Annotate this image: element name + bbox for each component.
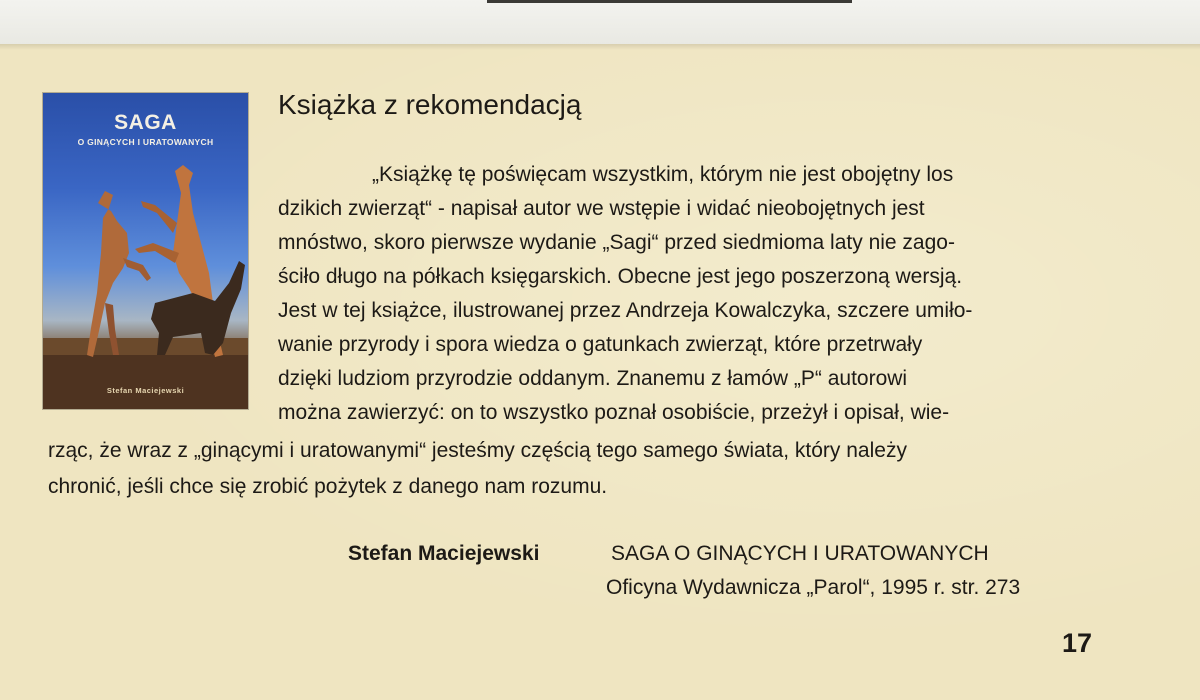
body-line: można zawierzyć: on to wszystko poznał osobiście, przeżył i opisał, wie- <box>278 401 950 424</box>
previous-page-strip <box>0 0 1200 44</box>
body-line: chronić, jeśli chce się zrobić pożytek z danego nam rozumu. <box>48 475 608 498</box>
body-line: dzięki ludziom przyrodzie oddanym. Znanemu z łamów „P“ autorowi <box>278 367 908 390</box>
book-cover-image <box>43 93 248 409</box>
body-line: rząc, że wraz z „ginącymi i uratowanymi“ jesteśmy częścią tego samego świata, który należy <box>48 439 907 462</box>
cover-title: SAGA <box>114 111 177 134</box>
citation-publisher: Oficyna Wydawnicza „Parol“, 1995 r. str. 273 <box>606 576 1021 599</box>
body-line: ściło długo na półkach księgarskich. Obecne jest jego poszerzoną wersją. <box>278 265 963 288</box>
page-number: 17 <box>1062 628 1093 658</box>
body-line: wanie przyrody i spora wiedza o gatunkach zwierząt, które przetrwały <box>278 333 923 356</box>
citation-author: Stefan Maciejewski <box>348 542 540 565</box>
cover-subtitle: O GINĄCYCH I URATOWANYCH <box>77 137 214 147</box>
body-line: mnóstwo, skoro pierwsze wydanie „Sagi“ przed siedmioma laty nie zago- <box>278 231 955 254</box>
body-line: dzikich zwierząt“ - napisał autor we wstępie i widać nieobojętnych jest <box>278 197 925 220</box>
body-line: „Książkę tę poświęcam wszystkim, którym nie jest obojętny los <box>372 163 954 186</box>
page-edge-shadow <box>0 44 1200 50</box>
top-rule <box>487 0 852 3</box>
body-line: Jest w tej książce, ilustrowanej przez Andrzeja Kowalczyka, szczere umiło- <box>278 299 973 322</box>
citation-book-title: SAGA O GINĄCYCH I URATOWANYCH <box>611 542 989 565</box>
article-heading: Książka z rekomendacją <box>278 89 582 120</box>
cover-author: Stefan Maciejewski <box>106 386 185 395</box>
